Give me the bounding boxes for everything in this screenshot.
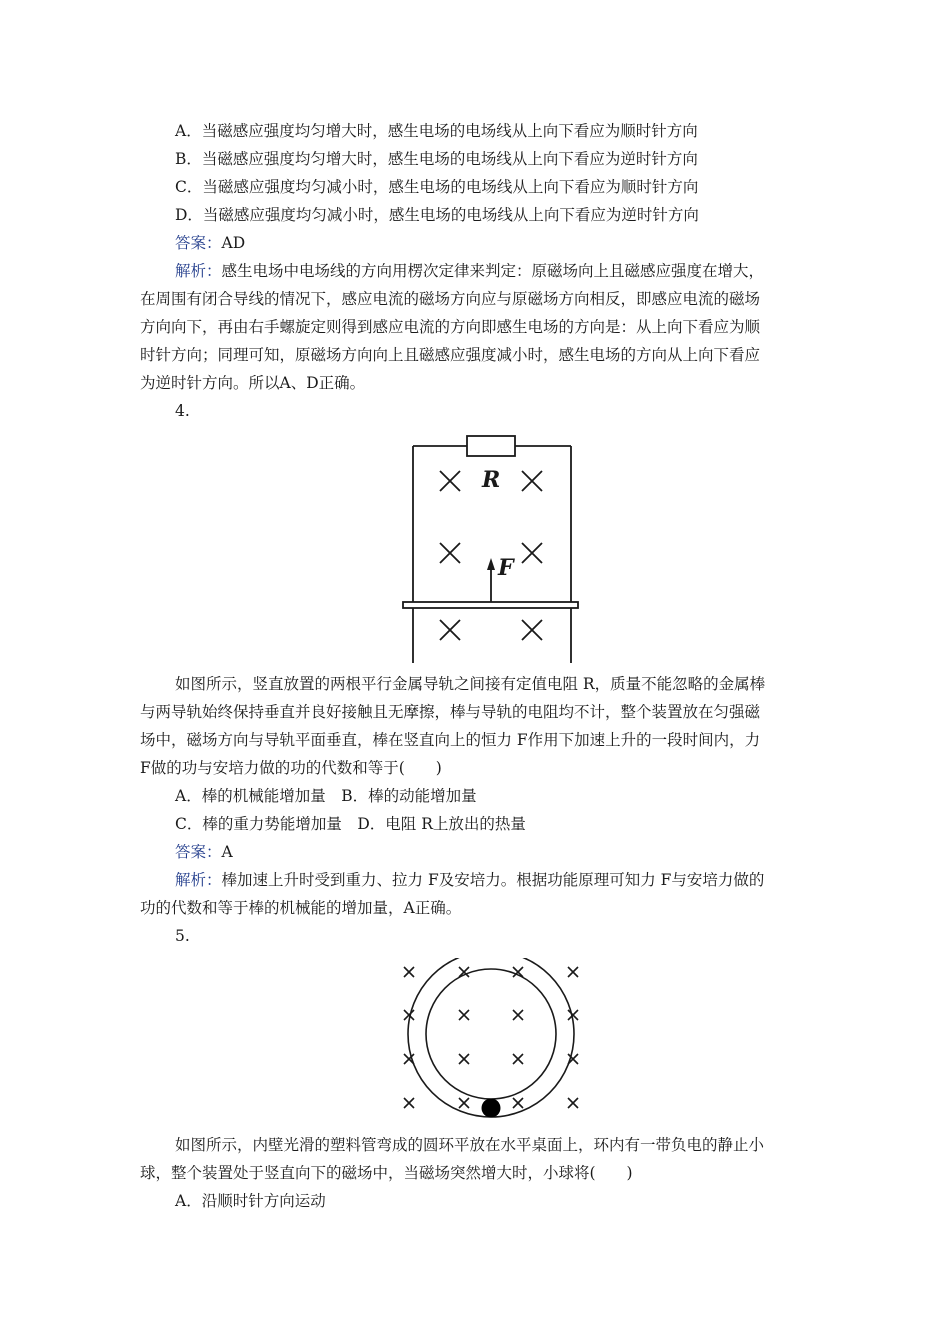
- resistor-symbol: [467, 436, 515, 456]
- q4-stem-line-1: 如图所示，竖直放置的两根平行金属导轨之间接有定值电阻 R，质量不能忽略的金属棒: [175, 675, 766, 693]
- q3-option-c: C．当磁感应强度均匀减小时，感生电场的电场线从上向下看应为顺时针方向: [175, 178, 699, 196]
- q4-stem-line-4: F做的功与安培力做的功的代数和等于( ): [140, 759, 442, 777]
- q3-answer-value: AD: [221, 234, 246, 252]
- q5-stem-line-2: 球，整个装置处于竖直向下的磁场中，当磁场突然增大时，小球将( ): [140, 1164, 633, 1182]
- q4-analysis-line-1: 解析：棒加速上升时受到重力、拉力 F及安培力。根据功能原理可知力 F与安培力做的: [175, 871, 765, 889]
- force-label: F: [498, 555, 514, 581]
- q3-analysis-line-1: 解析：感生电场中电场线的方向用楞次定律来判定：原磁场向上且磁感应强度在增大，: [175, 262, 765, 280]
- q5-stem-line-1: 如图所示，内壁光滑的塑料管弯成的圆环平放在水平桌面上，环内有一带负电的静止小: [175, 1136, 765, 1154]
- q5-ring-figure: [395, 958, 590, 1123]
- charged-ball: [482, 1099, 501, 1118]
- outer-ring: [408, 958, 574, 1117]
- q4-stem-line-3: 场中，磁场方向与导轨平面垂直，棒在竖直向上的恒力 F作用下加速上升的一段时间内，力: [140, 731, 761, 749]
- field-cross-icons: [440, 471, 542, 640]
- q3-option-b: B．当磁感应强度均匀增大时，感生电场的电场线从上向下看应为逆时针方向: [175, 150, 698, 168]
- force-arrowhead: [487, 558, 495, 570]
- q3-analysis-line-5: 为逆时针方向。所以A、D正确。: [140, 374, 366, 392]
- q4-answer-label: 答案：: [175, 843, 222, 861]
- q5-number: 5.: [175, 927, 190, 945]
- q3-option-a: A．当磁感应强度均匀增大时，感生电场的电场线从上向下看应为顺时针方向: [175, 122, 698, 140]
- q4-analysis-label: 解析：: [175, 871, 222, 889]
- q3-answer-label: 答案：: [175, 234, 222, 252]
- q4-answer-value: A: [221, 843, 233, 861]
- resistor-label: R: [482, 467, 501, 493]
- q4-options-ab: A．棒的机械能增加量 B．棒的动能增加量: [175, 787, 477, 805]
- q3-answer: [175, 233, 245, 253]
- q3-analysis-line-2: 在周围有闭合导线的情况下，感应电流的磁场方向应与原磁场方向相反，即感应电流的磁场: [140, 290, 761, 308]
- q5-option-a: A．沿顺时针方向运动: [175, 1192, 326, 1210]
- inner-ring: [426, 969, 556, 1099]
- q4-options-cd: C．棒的重力势能增加量 D．电阻 R上放出的热量: [175, 815, 526, 833]
- field-cross-icons: [404, 967, 578, 1108]
- q4-answer: [175, 842, 233, 862]
- q4-rail-figure: [395, 430, 590, 665]
- q3-analysis-line-4: 时针方向；同理可知，原磁场方向向上且磁感应强度减小时，感生电场的方向从上向下看应: [140, 346, 761, 364]
- q4-stem-line-2: 与两导轨始终保持垂直并良好接触且无摩擦，棒与导轨的电阻均不计，整个装置放在匀强磁: [140, 703, 761, 721]
- q3-analysis-label: 解析：: [175, 262, 222, 280]
- q3-analysis-line-3: 方向向下，再由右手螺旋定则得到感应电流的方向即感生电场的方向是：从上向下看应为顺: [140, 318, 761, 336]
- q3-option-d: D．当磁感应强度均匀减小时，感生电场的电场线从上向下看应为逆时针方向: [175, 206, 699, 224]
- metal-bar: [403, 602, 578, 608]
- q4-analysis-line-2: 功的代数和等于棒的机械能的增加量，A正确。: [140, 899, 462, 917]
- q4-number: 4.: [175, 402, 190, 420]
